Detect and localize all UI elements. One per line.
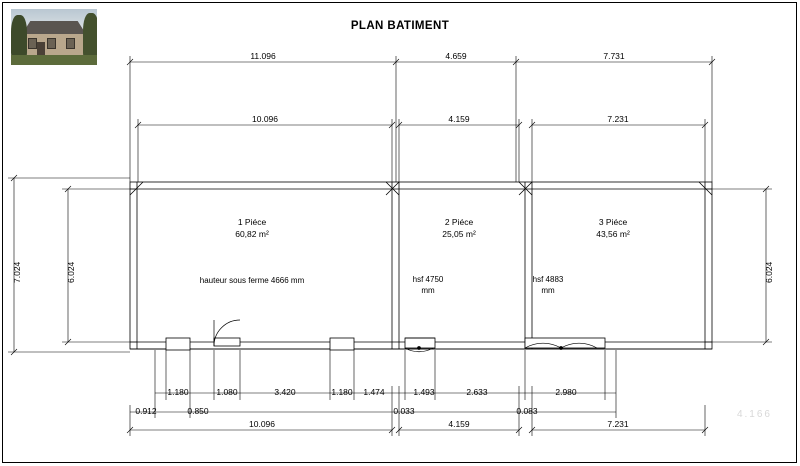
building-photo	[11, 9, 97, 65]
dim-detail-6: 1.493	[413, 387, 435, 397]
room-3-name: 3 Piéce	[598, 217, 628, 227]
dim-small-1: 0.912	[135, 406, 157, 416]
room-1-note: hauteur sous ferme 4666 mm	[199, 276, 305, 285]
dim-bottom-outer-3: 7.231	[607, 419, 629, 429]
dim-detail-3: 3.420	[274, 387, 296, 397]
room-3-label	[596, 216, 630, 240]
dim-top-outer-1: 11.096	[250, 51, 276, 61]
room-3-area: 43,56 m²	[596, 229, 630, 239]
dim-small-4: 0.083	[516, 406, 538, 416]
dim-right-inner: 6.024	[764, 261, 774, 283]
dim-detail-5: 1.474	[363, 387, 385, 397]
dim-detail-8: 2.980	[555, 387, 577, 397]
room-2-area: 25,05 m²	[442, 229, 476, 239]
dim-detail-7: 2.633	[466, 387, 488, 397]
room-1-name: 1 Piéce	[237, 217, 267, 227]
dim-top-outer-2: 4.659	[445, 51, 467, 61]
room-2-note-line2: mm	[421, 286, 435, 295]
watermark-text: 4.166	[736, 409, 772, 420]
room-1-label	[235, 216, 269, 240]
page-title: PLAN BATIMENT	[350, 20, 450, 32]
dim-top-inner-3: 7.231	[607, 114, 629, 124]
dim-top-outer-3: 7.731	[603, 51, 625, 61]
room-3-note-line2: mm	[541, 286, 555, 295]
dim-left-outer: 7.024	[12, 261, 22, 283]
room-3-note-line1: hsf 4883	[532, 275, 564, 284]
room-1-area: 60,82 m²	[235, 229, 269, 239]
dim-detail-2: 1.080	[216, 387, 238, 397]
room-3-note	[533, 274, 564, 296]
room-2-name: 2 Piéce	[444, 217, 474, 227]
room-2-note	[413, 274, 444, 296]
dim-bottom-outer-1: 10.096	[249, 419, 275, 429]
dim-bottom-outer-2: 4.159	[448, 419, 470, 429]
room-2-note-line1: hsf 4750	[412, 275, 444, 284]
dim-small-2: 0.850	[187, 406, 209, 416]
dim-top-inner-1: 10.096	[252, 114, 278, 124]
dim-detail-1: 1.180	[167, 387, 189, 397]
dim-small-3: 0.033	[393, 406, 415, 416]
room-2-label	[442, 216, 476, 240]
sheet-border	[2, 2, 797, 463]
dim-left-inner: 6.024	[66, 261, 76, 283]
dim-top-inner-2: 4.159	[448, 114, 470, 124]
dim-detail-4: 1.180	[331, 387, 353, 397]
